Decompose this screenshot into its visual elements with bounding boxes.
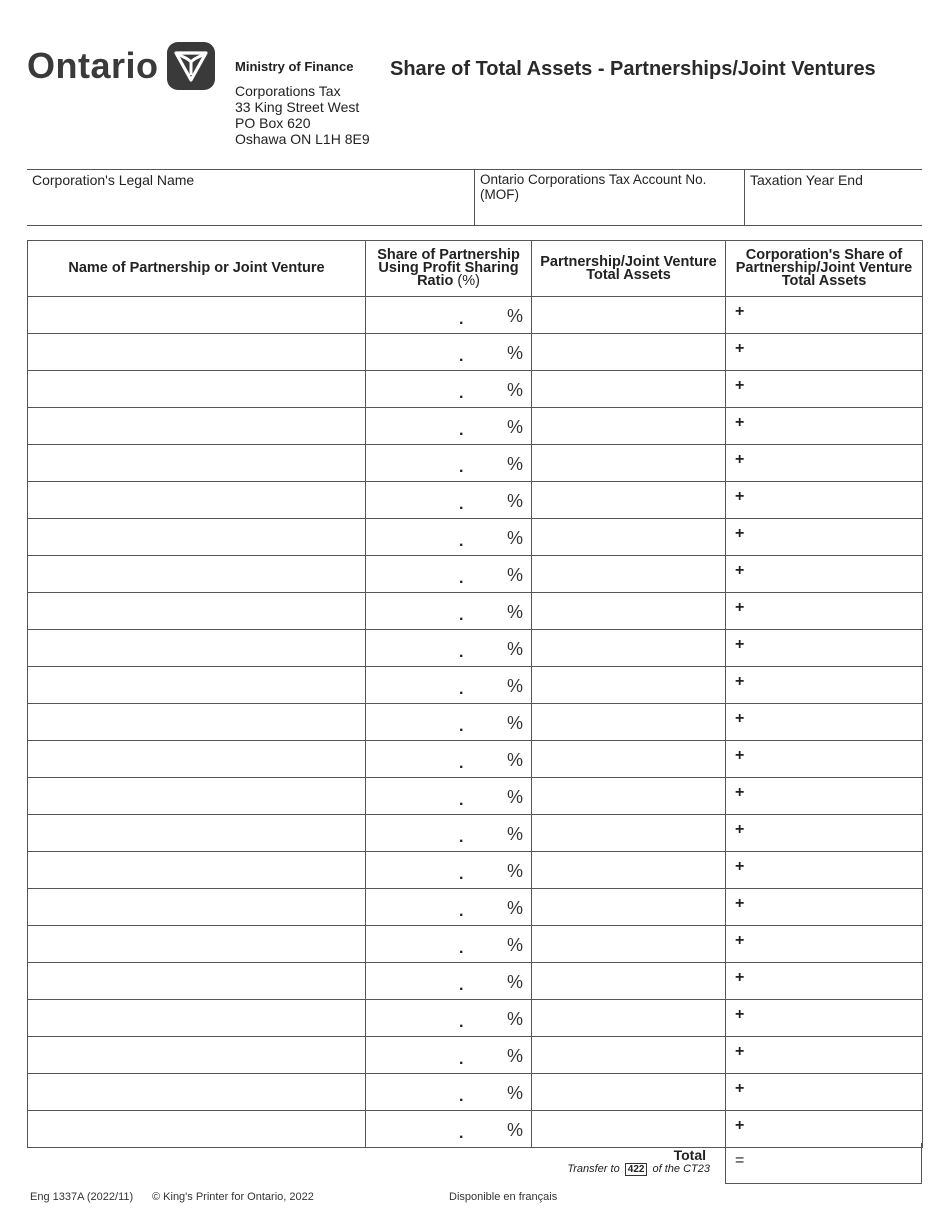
plus-sign: + (735, 303, 745, 320)
table-row (28, 630, 923, 667)
plus-sign: + (735, 969, 745, 986)
table-row (28, 556, 923, 593)
corp-share-input[interactable] (726, 556, 923, 593)
percent-sign: % (506, 602, 523, 622)
decimal-point: . (459, 903, 464, 920)
ministry-name: Ministry of Finance (235, 59, 354, 74)
plus-sign: + (735, 562, 745, 579)
plus-sign: + (735, 1043, 745, 1060)
corp-share-input[interactable] (726, 889, 923, 926)
decimal-point: . (459, 496, 464, 513)
plus-sign: + (735, 1006, 745, 1023)
partnership-name-input[interactable] (28, 297, 366, 334)
total-assets-input[interactable] (532, 704, 726, 741)
table-row (28, 334, 923, 371)
decimal-point: . (459, 570, 464, 587)
partnership-name-input[interactable] (28, 593, 366, 630)
total-assets-input[interactable] (532, 852, 726, 889)
plus-sign: + (735, 599, 745, 616)
share-ratio-input[interactable] (366, 852, 532, 889)
french-availability: Disponible en français (449, 1191, 558, 1203)
percent-sign: % (506, 713, 523, 733)
decimal-point: . (459, 829, 464, 846)
table-row (28, 852, 923, 889)
corp-share-input[interactable] (726, 667, 923, 704)
decimal-point: . (459, 755, 464, 772)
percent-sign: % (506, 750, 523, 770)
table-row (28, 926, 923, 963)
trillium-icon (167, 42, 215, 90)
total-assets-input[interactable] (532, 1074, 726, 1111)
share-ratio-input[interactable] (366, 1074, 532, 1111)
decimal-point: . (459, 681, 464, 698)
total-assets-input[interactable] (532, 445, 726, 482)
share-ratio-input[interactable] (366, 889, 532, 926)
corp-share-input[interactable] (726, 1037, 923, 1074)
table-row (28, 408, 923, 445)
plus-sign: + (735, 1080, 745, 1097)
table-row (28, 1111, 923, 1148)
partnership-name-input[interactable] (28, 815, 366, 852)
partnership-name-input[interactable] (28, 630, 366, 667)
share-ratio-input[interactable] (366, 297, 532, 334)
table-row (28, 889, 923, 926)
identification-block (27, 169, 922, 226)
partnership-name-input[interactable] (28, 926, 366, 963)
total-label: Total (673, 1147, 706, 1163)
table-row (28, 1000, 923, 1037)
share-ratio-input[interactable] (366, 1111, 532, 1148)
percent-sign: % (506, 1083, 523, 1103)
percent-sign: % (506, 1120, 523, 1140)
table-row (28, 593, 923, 630)
share-ratio-input[interactable] (366, 778, 532, 815)
corp-share-input[interactable] (726, 334, 923, 371)
decimal-point: . (459, 1088, 464, 1105)
percent-sign: % (506, 565, 523, 585)
total-assets-input[interactable] (532, 297, 726, 334)
corp-share-input[interactable] (726, 704, 923, 741)
partnership-name-input[interactable] (28, 852, 366, 889)
table-row (28, 815, 923, 852)
ministry-address-block (235, 59, 370, 147)
corp-share-input[interactable] (726, 1074, 923, 1111)
share-ratio-input[interactable] (366, 667, 532, 704)
logo-wordmark: Ontario (27, 45, 159, 86)
partnership-name-input[interactable] (28, 1037, 366, 1074)
partnership-name-input[interactable] (28, 334, 366, 371)
table-row (28, 297, 923, 334)
partnership-name-input[interactable] (28, 519, 366, 556)
decimal-point: . (459, 1051, 464, 1068)
total-assets-input[interactable] (532, 1037, 726, 1074)
percent-sign: % (506, 824, 523, 844)
share-ratio-input[interactable] (366, 408, 532, 445)
total-assets-input[interactable] (532, 926, 726, 963)
total-assets-input[interactable] (532, 1111, 726, 1148)
legal-name-label: Corporation's Legal Name (32, 172, 195, 188)
plus-sign: + (735, 858, 745, 875)
partnership-name-input[interactable] (28, 1074, 366, 1111)
plus-sign: + (735, 784, 745, 801)
partnership-name-input[interactable] (28, 371, 366, 408)
plus-sign: + (735, 377, 745, 394)
line-number-box: 422 (625, 1163, 648, 1176)
share-ratio-input[interactable] (366, 556, 532, 593)
percent-sign: % (506, 639, 523, 659)
table-row (28, 778, 923, 815)
total-assets-input[interactable] (532, 815, 726, 852)
share-ratio-input[interactable] (366, 1000, 532, 1037)
total-assets-input[interactable] (532, 741, 726, 778)
share-ratio-input[interactable] (366, 926, 532, 963)
corp-share-input[interactable] (726, 815, 923, 852)
header-share: Share of Partnership Using Profit Sharing Ratio (%) (366, 241, 532, 297)
plus-sign: + (735, 414, 745, 431)
decimal-point: . (459, 977, 464, 994)
total-assets-input[interactable] (532, 630, 726, 667)
share-ratio-input[interactable] (366, 482, 532, 519)
table-row (28, 704, 923, 741)
corp-share-input[interactable] (726, 519, 923, 556)
partnership-name-input[interactable] (28, 482, 366, 519)
decimal-point: . (459, 422, 464, 439)
table-row (28, 1037, 923, 1074)
share-ratio-input[interactable] (366, 1037, 532, 1074)
form-title: Share of Total Assets - Partnerships/Joint Ventures (390, 58, 876, 80)
address-line: 33 King Street West (235, 99, 360, 115)
total-assets-input[interactable] (532, 519, 726, 556)
form-code: Eng 1337A (2022/11) (30, 1191, 134, 1203)
corp-share-input[interactable] (726, 852, 923, 889)
total-assets-input[interactable] (532, 593, 726, 630)
percent-sign: % (506, 380, 523, 400)
partnership-name-input[interactable] (28, 704, 366, 741)
share-ratio-input[interactable] (366, 519, 532, 556)
equals-sign: = (735, 1152, 745, 1169)
percent-sign: % (506, 417, 523, 437)
total-assets-input[interactable] (532, 482, 726, 519)
plus-sign: + (735, 932, 745, 949)
decimal-point: . (459, 385, 464, 402)
percent-sign: % (506, 454, 523, 474)
total-assets-input[interactable] (532, 963, 726, 1000)
corp-share-input[interactable] (726, 1111, 923, 1148)
table-row (28, 1074, 923, 1111)
decimal-point: . (459, 459, 464, 476)
percent-sign: % (506, 935, 523, 955)
share-ratio-input[interactable] (366, 593, 532, 630)
percent-sign: % (506, 491, 523, 511)
account-number-field[interactable] (475, 170, 745, 225)
plus-sign: + (735, 821, 745, 838)
decimal-point: . (459, 311, 464, 328)
address-line: PO Box 620 (235, 115, 311, 131)
partnership-name-input[interactable] (28, 741, 366, 778)
header-name: Name of Partnership or Joint Venture (28, 241, 366, 297)
decimal-point: . (459, 792, 464, 809)
decimal-point: . (459, 348, 464, 365)
total-row (27, 1143, 922, 1184)
partnership-name-input[interactable] (28, 778, 366, 815)
plus-sign: + (735, 895, 745, 912)
percent-sign: % (506, 1009, 523, 1029)
address-line: Corporations Tax (235, 83, 341, 99)
percent-sign: % (506, 676, 523, 696)
corp-share-input[interactable] (726, 371, 923, 408)
corp-share-input[interactable] (726, 408, 923, 445)
table-row (28, 445, 923, 482)
total-assets-input[interactable] (532, 556, 726, 593)
table-row (28, 741, 923, 778)
total-assets-input[interactable] (532, 778, 726, 815)
percent-sign: % (506, 898, 523, 918)
plus-sign: + (735, 710, 745, 727)
table-row (28, 963, 923, 1000)
legal-name-field[interactable] (27, 170, 475, 225)
partnership-name-input[interactable] (28, 445, 366, 482)
partnership-name-input[interactable] (28, 1000, 366, 1037)
corp-share-input[interactable] (726, 445, 923, 482)
percent-sign: % (506, 1046, 523, 1066)
share-ratio-input[interactable] (366, 741, 532, 778)
table-row (28, 519, 923, 556)
plus-sign: + (735, 1117, 745, 1134)
decimal-point: . (459, 533, 464, 550)
header-total-assets: Partnership/Joint Venture Total Assets (532, 241, 726, 297)
table-row (28, 482, 923, 519)
share-ratio-input[interactable] (366, 630, 532, 667)
plus-sign: + (735, 451, 745, 468)
plus-sign: + (735, 340, 745, 357)
table-header-row (28, 241, 923, 297)
corp-share-input[interactable] (726, 741, 923, 778)
total-assets-input[interactable] (532, 1000, 726, 1037)
decimal-point: . (459, 1125, 464, 1142)
partnership-name-input[interactable] (28, 667, 366, 704)
table-row (28, 371, 923, 408)
taxation-year-end-field[interactable] (745, 170, 922, 225)
plus-sign: + (735, 747, 745, 764)
corp-share-input[interactable] (726, 778, 923, 815)
corp-share-input[interactable] (726, 297, 923, 334)
taxation-year-end-label: Taxation Year End (750, 172, 863, 188)
share-ratio-input[interactable] (366, 704, 532, 741)
header-corp-share: Corporation's Share of Partnership/Joint Venture Total Assets (726, 241, 923, 297)
partnership-name-input[interactable] (28, 1111, 366, 1148)
percent-sign: % (506, 528, 523, 548)
decimal-point: . (459, 866, 464, 883)
total-assets-input[interactable] (532, 408, 726, 445)
copyright: © King's Printer for Ontario, 2022 (152, 1191, 314, 1203)
ontario-logo (27, 42, 215, 90)
account-number-label: Ontario Corporations Tax Account No. (MOF) (480, 172, 707, 202)
partnership-name-input[interactable] (28, 408, 366, 445)
decimal-point: . (459, 718, 464, 735)
share-ratio-input[interactable] (366, 445, 532, 482)
decimal-point: . (459, 607, 464, 624)
total-assets-input[interactable] (532, 371, 726, 408)
address-line: Oshawa ON L1H 8E9 (235, 131, 370, 147)
corp-share-input[interactable] (726, 630, 923, 667)
plus-sign: + (735, 673, 745, 690)
partnership-name-input[interactable] (28, 963, 366, 1000)
decimal-point: . (459, 940, 464, 957)
share-ratio-input[interactable] (366, 371, 532, 408)
share-ratio-input[interactable] (366, 334, 532, 371)
partnership-name-input[interactable] (28, 556, 366, 593)
plus-sign: + (735, 525, 745, 542)
share-ratio-input[interactable] (366, 815, 532, 852)
share-ratio-input[interactable] (366, 963, 532, 1000)
total-assets-input[interactable] (532, 667, 726, 704)
percent-sign: % (506, 787, 523, 807)
total-assets-input[interactable] (532, 334, 726, 371)
table-row (28, 667, 923, 704)
corp-share-input[interactable] (726, 926, 923, 963)
percent-sign: % (506, 861, 523, 881)
decimal-point: . (459, 1014, 464, 1031)
total-input[interactable] (725, 1143, 922, 1184)
percent-sign: % (506, 306, 523, 326)
percent-sign: % (506, 343, 523, 363)
corp-share-input[interactable] (726, 593, 923, 630)
plus-sign: + (735, 636, 745, 653)
decimal-point: . (459, 644, 464, 661)
total-assets-input[interactable] (532, 889, 726, 926)
corp-share-input[interactable] (726, 963, 923, 1000)
partnership-table (27, 240, 923, 1148)
plus-sign: + (735, 488, 745, 505)
transfer-note: Transfer to 422 of the CT23 (567, 1163, 710, 1175)
corp-share-input[interactable] (726, 1000, 923, 1037)
partnership-name-input[interactable] (28, 889, 366, 926)
percent-sign: % (506, 972, 523, 992)
corp-share-input[interactable] (726, 482, 923, 519)
